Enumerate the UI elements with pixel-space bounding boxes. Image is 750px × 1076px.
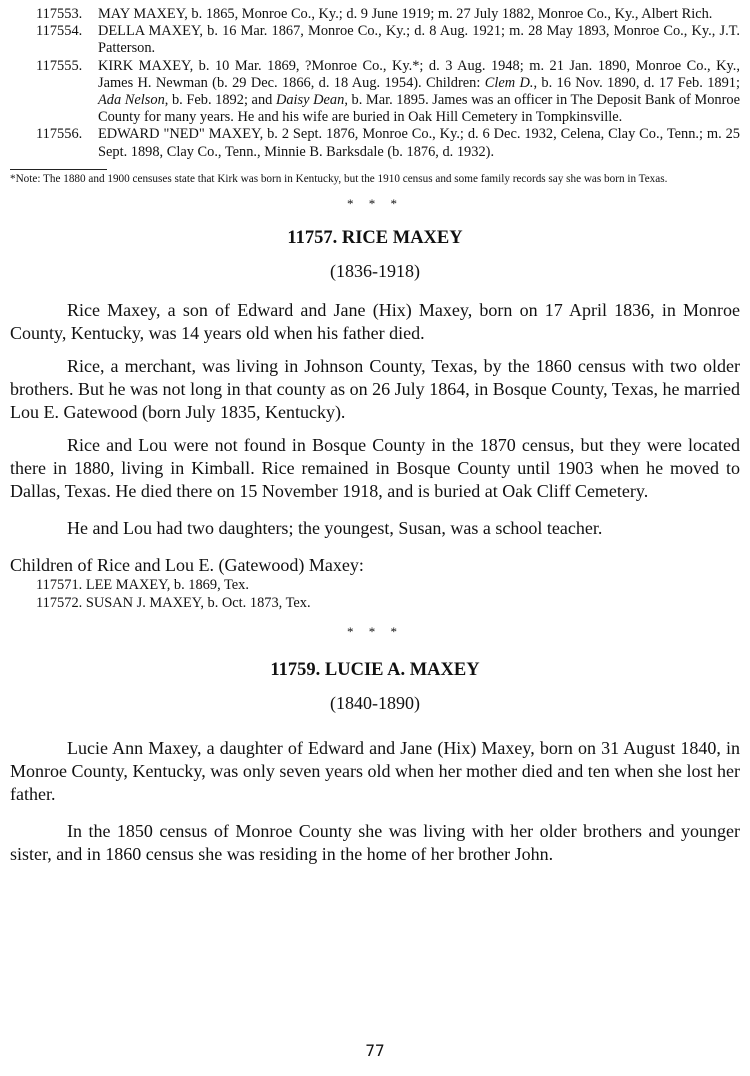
entry-text-part: , b. Feb. 1892; and (164, 92, 276, 109)
section-heading: 11759. LUCIE A. MAXEY (270, 660, 480, 681)
paragraph: Rice and Lou were not found in Bosque County in the 1870 census, but they were located there in 1880, living in Kimball. Rice remained in Bosque County until 1903 when he moved to Dallas, Texas. He died there on 15 November 1918, and is buried at Oak Cliff Cemetery. (10, 435, 740, 502)
entry-text-part: , b. Mar. 1895. James was an officer in The Deposit Bank of Monroe County for many years. He and his wife are buried in Oak Hill Cemetery in Tompkinsville. (98, 92, 740, 126)
entry-number: 117554. (36, 23, 83, 40)
entry-text: MAY MAXEY, b. 1865, Monroe Co., Ky.; d. 9 June 1919; m. 27 July 1882, Monroe Co., Ky., Albert Rich. (98, 6, 713, 22)
paragraph: Rice Maxey, a son of Edward and Jane (Hix) Maxey, born on 17 April 1836, in Monroe County, Kentucky, was 14 years old when his father died. (10, 300, 740, 344)
child-entry: 117571. LEE MAXEY, b. 1869, Tex. (36, 577, 249, 594)
paragraph: In the 1850 census of Monroe County she was living with her older brothers and younger sister, and in 1860 census she was residing in the home of her brother John. (10, 821, 740, 865)
footnote: *Note: The 1880 and 1900 censuses state that Kirk was born in Kentucky, but the 1910 census and some family records say she was born in Texas. (10, 172, 668, 185)
entry-text: DELLA MAXEY, b. 16 Mar. 1867, Monroe Co., Ky.; d. 8 Aug. 1921; m. 28 May 1893, Monroe Co., Ky., J.T. Patterson. (98, 23, 740, 57)
entry-text-part: , b. 16 Nov. 1890, d. 17 Feb. 1891; (533, 74, 740, 91)
section-separator: * * * (347, 624, 403, 640)
entry-117556 (36, 126, 740, 160)
paragraph: Lucie Ann Maxey, a daughter of Edward and Jane (Hix) Maxey, born on 31 August 1840, in Monroe County, Kentucky, was only seven years old when her mother died and ten when she lost her father. (10, 738, 740, 805)
entry-text-part: KIRK MAXEY, b. 10 Mar. 1869, ?Monroe Co., Ky.*; d. 3 Aug. 1948; m. 21 Jan. 1890, Monroe Co., Ky., James H. Newman (b. 29 Dec. 1866, d. 18 Aug. 1954). Children: (98, 57, 740, 91)
child-name: Clem D. (484, 74, 534, 91)
section-body (10, 737, 740, 866)
footnote-rule (10, 169, 107, 170)
entry-117554 (36, 23, 740, 57)
child-name: Ada Nelson (98, 92, 165, 109)
section-dates: (1836-1918) (330, 261, 420, 282)
section-heading: 11757. RICE MAXEY (287, 228, 463, 249)
entry-text: EDWARD "NED" MAXEY, b. 2 Sept. 1876, Monroe Co., Ky.; d. 6 Dec. 1932, Celena, Clay Co., Tenn.; m. 25 Sept. 1898, Clay Co., Tenn., Minnie B. Barksdale (b. 1876, d. 1932). (98, 126, 740, 160)
section-body (10, 299, 740, 540)
entry-number: 117555. (36, 57, 83, 74)
section-dates: (1840-1890) (330, 693, 420, 714)
entry-117553 (36, 6, 740, 23)
genealogy-entries (36, 6, 740, 161)
document-page (10, 0, 740, 876)
entry-117555 (36, 58, 740, 127)
entry-number: 117556. (36, 126, 83, 143)
children-list (10, 554, 740, 612)
entry-text (98, 58, 740, 127)
paragraph: Rice, a merchant, was living in Johnson County, Texas, by the 1860 census with two older brothers. But he was not long in that county as on 26 July 1864, in Bosque County, Texas, he married Lou E. Gatewood (born July 1835, Kentucky). (10, 356, 740, 423)
page-number: 77 (365, 1041, 385, 1060)
section-separator: * * * (347, 196, 403, 212)
paragraph: He and Lou had two daughters; the youngest, Susan, was a school teacher. (67, 518, 603, 539)
child-name: Daisy Dean (275, 92, 345, 109)
child-entry: 117572. SUSAN J. MAXEY, b. Oct. 1873, Tex. (36, 594, 311, 611)
children-title: Children of Rice and Lou E. (Gatewood) Maxey: (10, 555, 364, 576)
entry-number: 117553. (36, 6, 83, 22)
